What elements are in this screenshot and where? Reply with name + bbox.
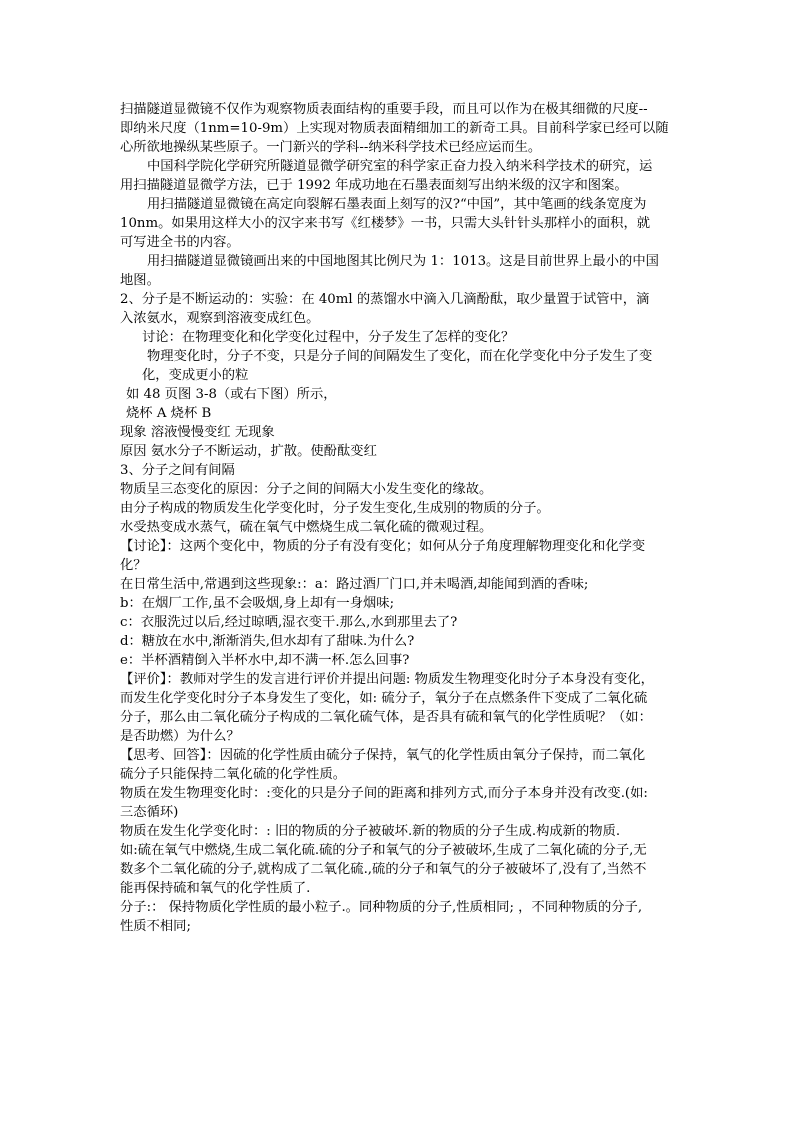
section-heading-line: 2、分子是不断运动的：实验：在 40ml 的蒸馏水中滴入几滴酚酞，取少量置于试管中，滴	[120, 292, 650, 307]
evaluation-line: 【评价】：教师对学生的发言进行评价并提出问题: 物质发生物理变化时分子本身没有变化，	[120, 672, 654, 687]
paragraph-line: 化，变成更小的粒	[142, 368, 249, 383]
paragraph-line: 物质在发生化学变化时：: 旧的物质的分子被破坏.新的物质的分子生成.构成新的物质.	[120, 824, 621, 839]
paragraph-line: 硫分子只能保持二氧化硫的化学性质。	[120, 767, 347, 782]
list-item: d：糖放在水中,渐渐消失,但水却有了甜味.为什么?	[120, 634, 415, 649]
paragraph-line: 物质在发生物理变化时：:变化的只是分子间的距离和排列方式,而分子本身并没有改变.(如:	[120, 786, 648, 801]
discussion-line: 讨论：在物理变化和化学变化过程中，分子发生了怎样的变化？	[142, 330, 515, 345]
list-item: c：衣服洗过以后,经过晾晒,湿衣变干.那么,水到那里去了?	[120, 615, 458, 630]
paragraph-line: 是否助燃）为什么？	[120, 729, 240, 744]
paragraph-line: 物理变化时，分子不变，只是分子间的间隔发生了变化，而在化学变化中分子发生了变	[147, 349, 653, 364]
paragraph-line: 水受热变成水蒸气，硫在氧气中燃烧生成二氧化硫的微观过程。	[120, 520, 493, 535]
answer-line: 【思考、回答】：因硫的化学性质由硫分子保持，氧气的化学性质由氧分子保持，而二氧化	[120, 748, 646, 763]
paragraph-line: 性质不相同;	[120, 919, 191, 934]
paragraph-line: 物质呈三态变化的原因：分子之间的间隔大小发生变化的缘故。	[120, 482, 493, 497]
section-heading-line: 3、分子之间有间隔	[120, 463, 235, 478]
paragraph-line: 用扫描隧道显微镜画出来的中国地图其比例尺为 1：1013。这是目前世界上最小的中国	[147, 254, 659, 269]
paragraph-line: 10nm。如果用这样大小的汉字来书写《红楼梦》一书，只需大头针针头那样小的面积，就	[120, 216, 651, 231]
paragraph-line: 即纳米尺度（1nm=10-9m）上实现对物质表面精细加工的新奇工具。目前科学家已经可以随	[120, 121, 669, 136]
list-item: b：在烟厂工作,虽不会吸烟,身上却有一身烟味;	[120, 596, 395, 611]
paragraph-line: 化？	[120, 558, 147, 573]
document-body	[120, 100, 680, 936]
definition-line: 分子:： 保持物质化学性质的最小粒子.。同种物质的分子,性质相同; ，不同种物质的分子,	[120, 900, 643, 915]
paragraph-line: 三态循环)	[120, 805, 179, 820]
phenomenon-line: 现象 溶液慢慢变红 无现象	[120, 425, 275, 440]
beaker-labels-line: 烧杯 A 烧杯 B	[126, 406, 212, 421]
paragraph-line: 地图。	[120, 273, 160, 288]
paragraph-line: 而发生化学变化时分子本身发生了变化，如: 硫分子，氧分子在点燃条件下变成了二氧化硫	[120, 691, 648, 706]
paragraph-line: 如:硫在氧气中燃烧,生成二氧化硫.硫的分子和氧气的分子被破坏,生成了二氧化硫的分子,无	[120, 843, 647, 858]
paragraph-line: 扫描隧道显微镜不仅作为观察物质表面结构的重要手段，而且可以作为在极其细微的尺度--	[120, 102, 648, 117]
paragraph-line: 心所欲地操纵某些原子。一门新兴的学科--纳米科学技术已经应运而生。	[120, 140, 542, 155]
paragraph-line: 能再保持硫和氧气的化学性质了.	[120, 881, 311, 896]
figure-reference-line: 如 48 页图 3-8（或右下图）所示，	[126, 387, 337, 402]
paragraph-line: 用扫描隧道显微学方法，已于 1992 年成功地在石墨表面刻写出纳米级的汉字和图案。	[120, 178, 628, 193]
paragraph-line: 入浓氨水，观察到溶液变成红色。	[120, 311, 320, 326]
paragraph-line: 数多个二氧化硫的分子,就构成了二氧化硫.,硫的分子和氧气的分子被破坏了,没有了,当然不	[120, 862, 647, 877]
paragraph-line: 中国科学院化学研究所隧道显微学研究室的科学家正奋力投入纳米科学技术的研究，运	[147, 159, 653, 174]
paragraph-line: 由分子构成的物质发生化学变化时，分子发生变化,生成别的物质的分子。	[120, 501, 550, 516]
paragraph-line: 在日常生活中,常遇到这些现象:：a：路过酒厂门口,并未喝酒,却能闻到酒的香味;	[120, 577, 589, 592]
paragraph-line: 用扫描隧道显微镜在高定向裂解石墨表面上刻写的汉?“中国”，其中笔画的线条宽度为	[147, 197, 647, 212]
paragraph-line: 分子，那么由二氧化硫分子构成的二氧化硫气体，是否具有硫和氧气的化学性质呢？（如：	[120, 710, 652, 725]
paragraph-line: 可写进全书的内容。	[120, 235, 240, 250]
reason-line: 原因 氨水分子不断运动，扩散。使酚酞变红	[120, 444, 377, 459]
discussion-line: 【讨论】：这两个变化中，物质的分子有没有变化；如何从分子角度理解物理变化和化学变	[120, 539, 646, 554]
list-item: e：半杯酒精倒入半杯水中,却不满一杯.怎么回事?	[120, 653, 410, 668]
